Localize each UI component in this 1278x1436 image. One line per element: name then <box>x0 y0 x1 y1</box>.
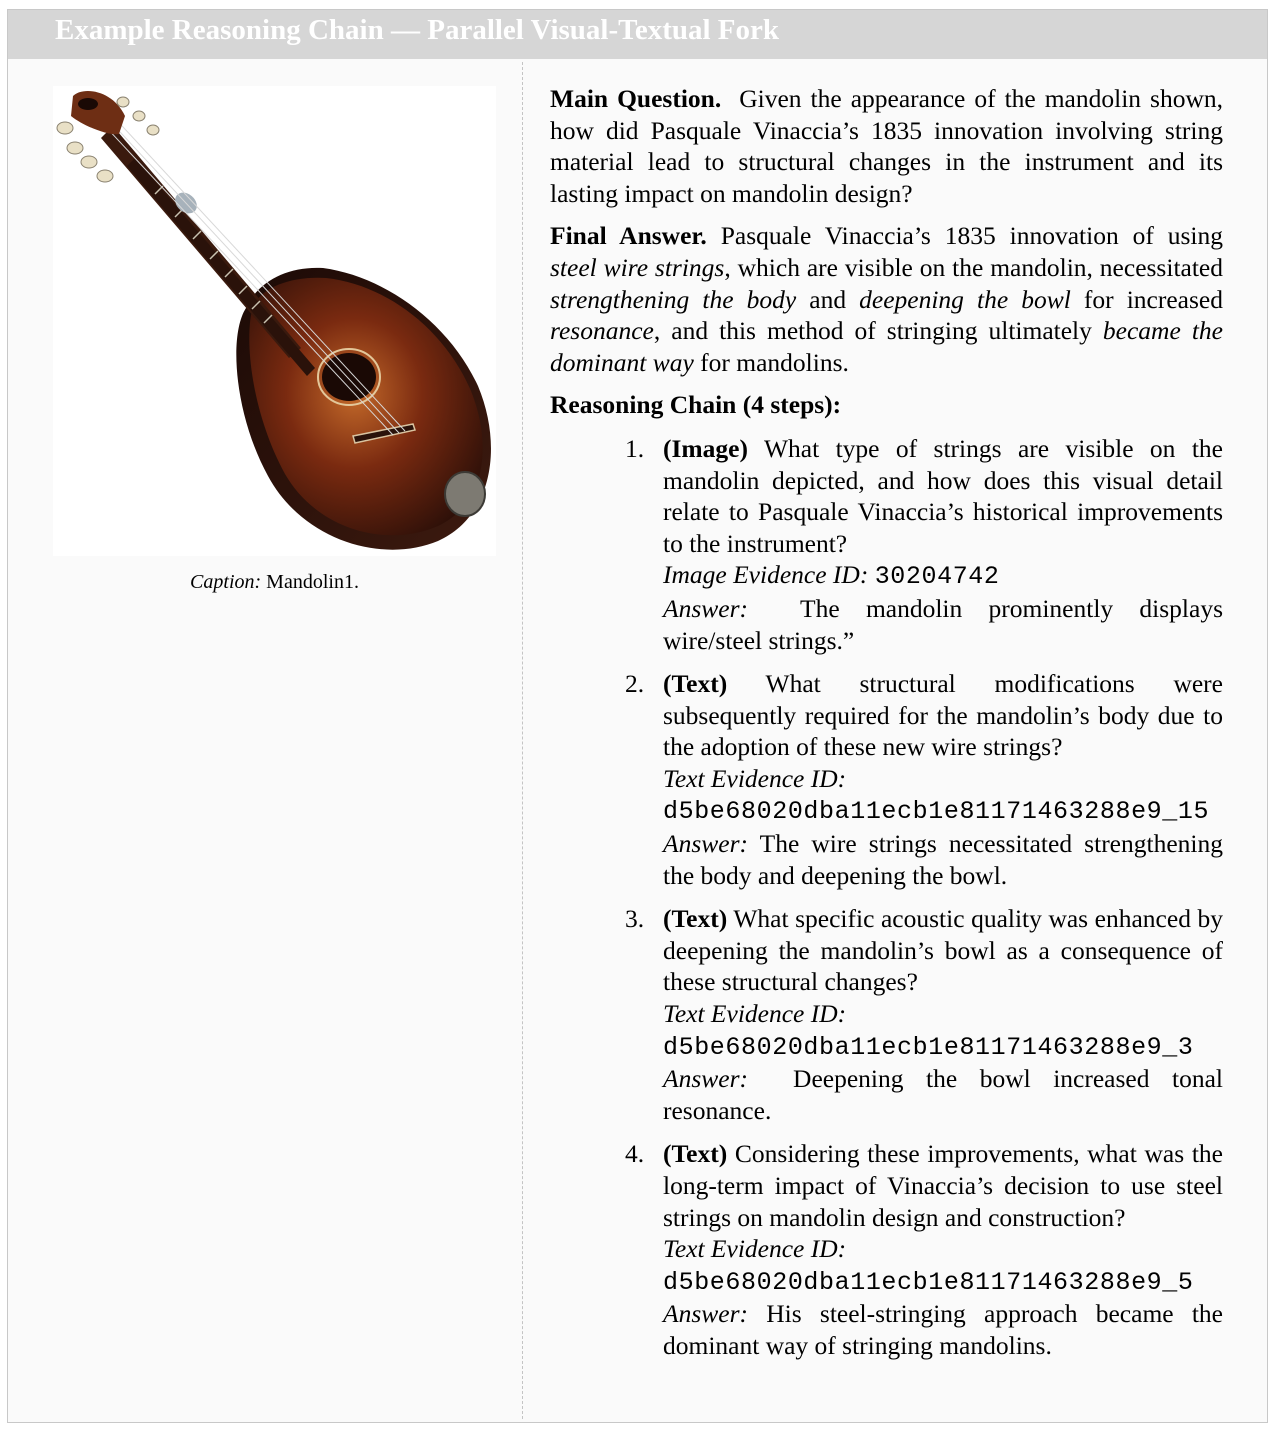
main-question-label: Main Question. <box>550 84 722 113</box>
evidence-id: d5be68020dba11ecb1e81171463288e9_3 <box>663 1032 1194 1062</box>
step-type: (Image) <box>663 433 748 463</box>
final-answer-emphasis: steel wire strings <box>550 252 725 282</box>
final-answer-text: for mandolins. <box>693 347 849 377</box>
step-number: 4. <box>625 1139 645 1169</box>
step-question-text: What type of strings are visible on the mandolin depicted, and how does this visual detail relate to Pasquale Vinaccia’s historical improvements to the instrument? <box>663 433 1223 558</box>
final-answer-emphasis: deepening the bowl <box>859 284 1071 314</box>
step-answer <box>663 828 1223 891</box>
step-question <box>663 668 1223 763</box>
final-answer-label: Final Answer. <box>550 221 707 251</box>
answer-label: Answer: <box>663 593 748 623</box>
step-number: 1. <box>625 433 645 463</box>
reasoning-chain-heading: Reasoning Chain (4 steps): <box>550 390 842 420</box>
final-answer <box>550 220 1223 378</box>
final-answer-text: Pasquale Vinaccia’s 1835 innovation of using <box>720 221 1224 251</box>
step-type: (Text) <box>663 669 728 699</box>
final-answer-text: and <box>796 284 860 314</box>
step-answer <box>663 1298 1223 1361</box>
caption-text: Mandolin1. <box>266 571 359 593</box>
step-question <box>663 1138 1223 1233</box>
reasoning-step <box>550 1138 1223 1361</box>
answer-text: The wire strings necessitated strengthening the body and deepening the bowl. <box>663 829 1223 890</box>
answer-label: Answer: <box>663 829 748 859</box>
reasoning-step <box>550 668 1223 891</box>
step-question-text: What structural modifications were subsequently required for the mandolin’s body due to the adoption of these new wire strings? <box>663 669 1223 762</box>
evidence-label: Image Evidence ID: <box>663 560 869 590</box>
final-answer-emphasis: strengthening the body <box>550 284 797 314</box>
step-type: (Text) <box>663 904 728 934</box>
step-question <box>663 903 1223 998</box>
answer-text: The mandolin prominently displays wire/steel strings.” <box>663 593 1223 655</box>
main-question-text: Given the appearance of the mandolin shown, how did Pasquale Vinaccia’s 1835 innovation involving string material lead to structural changes in the instrument and its lasting impact on mandolin design? <box>550 84 1224 208</box>
step-question-text: Considering these improvements, what was the long-term impact of Vinaccia’s decision to use steel strings on mandolin design and construction? <box>663 1139 1224 1232</box>
mandolin-image <box>53 86 496 556</box>
step-evidence <box>663 559 1223 593</box>
caption-label: Caption: <box>190 571 262 593</box>
main-question <box>550 83 1223 209</box>
step-question-text: What specific acoustic quality was enhanced by deepening the mandolin’s bowl as a consequence of these structural changes? <box>663 904 1223 997</box>
column-divider <box>522 62 523 1419</box>
step-answer <box>663 1063 1223 1126</box>
evidence-label: Text Evidence ID: <box>663 1234 847 1264</box>
step-number: 3. <box>625 904 645 934</box>
step-number: 2. <box>625 669 645 699</box>
final-answer-emphasis: became the dominant way <box>550 316 1223 377</box>
final-answer-text: , and this method of stringing ultimately <box>653 316 1103 346</box>
final-answer-text: , which are visible on the mandolin, necessitated <box>724 252 1224 282</box>
step-question <box>663 433 1223 559</box>
reasoning-step <box>550 903 1223 1126</box>
reasoning-chain-panel <box>7 9 1268 1423</box>
panel-title: Example Reasoning Chain — Parallel Visual-Textual Fork <box>55 14 779 46</box>
answer-label: Answer: <box>663 1064 748 1094</box>
evidence-id: d5be68020dba11ecb1e81171463288e9_15 <box>663 797 1210 827</box>
evidence-id: d5be68020dba11ecb1e81171463288e9_5 <box>663 1267 1194 1297</box>
answer-text: Deepening the bowl increased tonal resonance. <box>663 1064 1223 1125</box>
panel-title-bar <box>8 10 1267 59</box>
reasoning-content <box>550 83 1223 1374</box>
answer-text: His steel-stringing approach became the dominant way of stringing mandolins. <box>663 1299 1223 1360</box>
step-evidence <box>663 998 1223 1063</box>
step-evidence <box>663 763 1223 828</box>
answer-label: Answer: <box>663 1299 748 1329</box>
reasoning-step <box>550 433 1223 656</box>
final-answer-emphasis: resonance <box>550 316 654 346</box>
mandolin-illustration <box>53 86 496 556</box>
evidence-id: 30204742 <box>874 562 1000 592</box>
step-evidence <box>663 1233 1223 1298</box>
step-type: (Text) <box>663 1139 728 1169</box>
final-answer-text: for increased <box>1070 284 1223 314</box>
evidence-label: Text Evidence ID: <box>663 999 847 1029</box>
reasoning-steps <box>550 433 1223 1362</box>
step-answer <box>663 593 1223 656</box>
evidence-label: Text Evidence ID: <box>663 763 847 793</box>
image-caption <box>53 571 496 594</box>
